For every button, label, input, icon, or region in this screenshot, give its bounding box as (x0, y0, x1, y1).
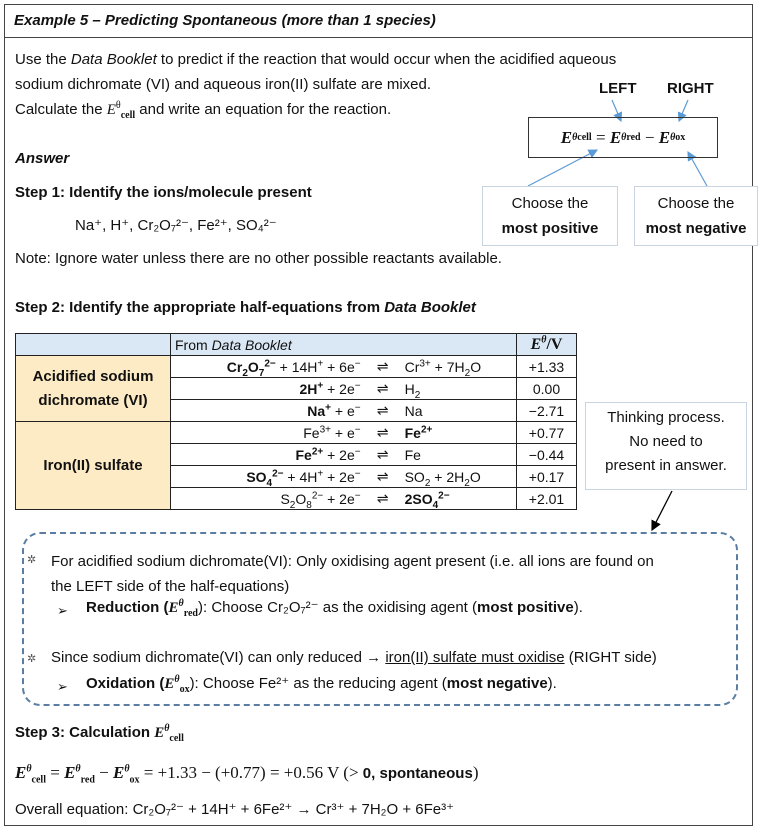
e-value: 0.00 (517, 378, 577, 400)
table-row (16, 422, 577, 444)
half-eq-lhs: $Fe^{3+} + e^-$ (171, 422, 365, 444)
bullet-icon: ✲ (27, 653, 37, 665)
left-label: LEFT (599, 80, 637, 97)
half-eq-rhs: Fe (401, 444, 517, 466)
step1-note: Note: Ignore water unless there are no other possible reactants available. (15, 250, 502, 267)
e-value: +1.33 (517, 356, 577, 378)
right-label: RIGHT (667, 80, 714, 97)
header-blank (16, 334, 171, 356)
bullet-icon: ✲ (27, 554, 37, 566)
half-eq-rhs: $2SO_4^{2-}$ (401, 488, 517, 510)
oxidation-line: Oxidation $(E^\theta_{ox})$: Choose Fe²⁺ as the reducing agent (most negative). (86, 674, 557, 695)
thinking-arrow (652, 491, 672, 530)
step2-heading: Step 2: Identify the appropriate half-equations from Data Booklet (15, 299, 476, 316)
e-value: +0.17 (517, 466, 577, 488)
equilibrium-arrow: ⇌ (365, 356, 401, 378)
table-header-row (16, 334, 577, 356)
most-positive-callout: Choose the most positive (482, 186, 618, 246)
equilibrium-arrow: ⇌ (365, 378, 401, 400)
reduction-line: Reduction $(E^\theta_{red})$: Choose Cr₂O₇²⁻ as the oxidising agent (most positive). (86, 598, 583, 619)
reasoning-para-1: For acidified sodium dichromate(VI): Only oxidising agent present (i.e. all ions are found on the LEFT side of the half-equations) (51, 553, 654, 595)
equilibrium-arrow: ⇌ (365, 422, 401, 444)
step1-heading: Step 1: Identify the ions/molecule present (15, 184, 312, 201)
half-eq-rhs: $H_2$ (401, 378, 517, 400)
half-equation-table (15, 333, 577, 510)
ecell-formula-box: E θ cell = E θ red − E θ ox (528, 117, 718, 158)
half-eq-rhs: Na (401, 400, 517, 422)
half-eq-lhs: $S_2O_8^{2-} + 2e^-$ (171, 488, 365, 510)
half-eq-lhs: $Cr_2O_7^{2-} + 14H^+ + 6e^-$ (171, 356, 365, 378)
e-value: −2.71 (517, 400, 577, 422)
step3-heading: Step 3: Calculation $E^\theta_{cell}$ (15, 723, 184, 744)
triangle-bullet-icon: ➢ (57, 679, 68, 694)
half-eq-lhs: $Fe^{2+} + 2e^-$ (171, 444, 365, 466)
e-value: +2.01 (517, 488, 577, 510)
thinking-callout: Thinking process. No need to present in answer. (585, 402, 747, 490)
reasoning-para-2: Since sodium dichromate(VI) can only reduced → iron(II) sulfate must oxidise (RIGHT side) (51, 649, 657, 666)
equilibrium-arrow: ⇌ (365, 488, 401, 510)
table-row (16, 356, 577, 378)
equilibrium-arrow: ⇌ (365, 444, 401, 466)
e-value: −0.44 (517, 444, 577, 466)
equilibrium-arrow: ⇌ (365, 466, 401, 488)
half-eq-rhs: $Fe^{2+}$ (401, 422, 517, 444)
question-line-1: Use the Data Booklet to predict if the reaction that would occur when the acidified aqueous (15, 51, 617, 68)
answer-label: Answer (15, 150, 70, 167)
category-iron-sulfate: Iron(II) sulfate (16, 422, 171, 510)
step1-ions: Na⁺, H⁺, Cr₂O₇²⁻, Fe²⁺, SO₄²⁻ (75, 217, 277, 234)
half-eq-rhs: $Cr^{3+} + 7H_2O$ (401, 356, 517, 378)
question-line-2: sodium dichromate (VI) and aqueous iron(II) sulfate are mixed. (15, 76, 432, 93)
ecell-calculation: $E^\theta_{cell} = E^\theta_{red} - E^\theta_{ox} = +1.33 - (+0.77) = +0.56$ V (> 0, spontaneous) (15, 763, 479, 786)
category-dichromate: Acidified sodium dichromate (VI) (16, 356, 171, 422)
half-eq-lhs: 2H+ + 2e− (171, 378, 365, 400)
header-e: $E^\theta/V$ (517, 334, 577, 356)
overall-equation: Overall equation: Cr₂O₇²⁻ + 14H⁺ + 6Fe²⁺ → Cr³⁺ + 7H₂O + 6Fe³⁺ (15, 801, 455, 818)
most-negative-callout: Choose the most negative (634, 186, 758, 246)
half-eq-rhs: $SO_2 + 2H_2O$ (401, 466, 517, 488)
triangle-bullet-icon: ➢ (57, 603, 68, 618)
example-title: Example 5 – Predicting Spontaneous (more than 1 species) (14, 12, 436, 29)
half-eq-lhs: $SO_4^{2-} + 4H^+ + 2e^-$ (171, 466, 365, 488)
e-value: +0.77 (517, 422, 577, 444)
half-eq-lhs: Na+ + e− (171, 400, 365, 422)
equilibrium-arrow: ⇌ (365, 400, 401, 422)
question-line-3: Calculate the $E^\theta_{cell}$ and write an equation for the reaction. (15, 100, 392, 121)
header-from: From Data Booklet (171, 334, 517, 356)
